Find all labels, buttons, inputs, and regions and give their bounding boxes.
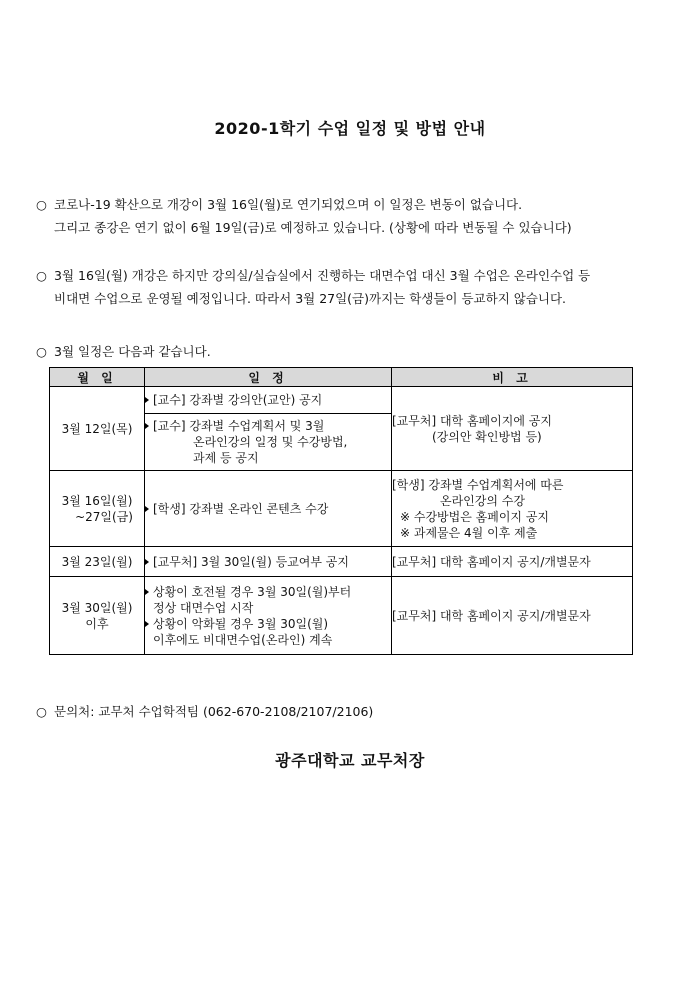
circle-bullet-icon: ○: [36, 344, 47, 359]
notice-paragraph-online: [36, 264, 676, 310]
paragraph-line: 비대면 수업으로 운영될 예정입니다. 따라서 3월 27일(금)까지는 학생들이 등교하지 않습니다.: [54, 291, 567, 306]
triangle-bullet-icon: [145, 423, 149, 429]
table-row: [50, 387, 633, 414]
circle-bullet-icon: ○: [36, 268, 47, 283]
circle-bullet-icon: ○: [36, 197, 47, 212]
triangle-bullet-icon: [145, 397, 149, 403]
row-schedule: [교무처] 3월 30일(월) 등교여부 공지: [145, 547, 392, 577]
paragraph-line: 3월 16일(월) 개강은 하지만 강의실/실습실에서 진행하는 대면수업 대신 3월 수업은 온라인수업 등: [54, 268, 591, 283]
schedule-table: [49, 367, 633, 655]
contact-text: 문의처: 교무처 수업학적팀 (062-670-2108/2107/2106): [54, 704, 374, 719]
row-date: 3월 12일(목): [50, 387, 145, 471]
header-schedule: 일 정: [145, 368, 392, 387]
triangle-bullet-icon: [145, 506, 149, 512]
row-date: 3월 16일(월) ~27일(금): [50, 471, 145, 547]
row-schedule: 상황이 호전될 경우 3월 30일(월)부터 정상 대면수업 시작 상황이 악화될 경우 3월 30일(월) 이후에도 비대면수업(온라인) 계속: [145, 577, 392, 655]
signature: 광주대학교 교무처장: [275, 751, 425, 770]
table-row: [50, 471, 633, 547]
table-row: [50, 577, 633, 655]
row-note: [교무처] 대학 홈페이지 공지/개별문자: [392, 547, 633, 577]
paragraph-line: 코로나-19 확산으로 개강이 3월 16일(월)로 연기되었으며 이 일정은 변동이 없습니다.: [54, 197, 523, 212]
row-date: 3월 30일(월) 이후: [50, 577, 145, 655]
row-schedule: [교수] 강좌별 수업계획서 및 3월 온라인강의 일정 및 수강방법, 과제 등 공지: [145, 414, 392, 471]
row-schedule: [학생] 강좌별 온라인 콘텐츠 수강: [145, 471, 392, 547]
triangle-bullet-icon: [145, 559, 149, 565]
circle-bullet-icon: ○: [36, 704, 47, 719]
paragraph-line: 3월 일정은 다음과 같습니다.: [54, 344, 211, 359]
notice-paragraph-schedule: [36, 193, 676, 239]
row-schedule: [교수] 강좌별 강의안(교안) 공지: [145, 387, 392, 414]
notice-paragraph-march: [36, 340, 676, 363]
table-row: [50, 547, 633, 577]
header-date: 월 일: [50, 368, 145, 387]
contact-info: [36, 700, 676, 723]
header-note: 비 고: [392, 368, 633, 387]
paragraph-line: 그리고 종강은 연기 없이 6월 19일(금)로 예정하고 있습니다. (상황에 따라 변동될 수 있습니다): [54, 220, 572, 235]
row-note: [학생] 강좌별 수업계획서에 따른 온라인강의 수강 ※ 수강방법은 홈페이지 공지 ※ 과제물은 4월 이후 제출: [392, 471, 633, 547]
row-note: [교무처] 대학 홈페이지에 공지 (강의안 확인방법 등): [392, 387, 633, 471]
document-title: 2020-1학기 수업 일정 및 방법 안내: [214, 119, 486, 138]
row-date: 3월 23일(월): [50, 547, 145, 577]
table-header-row: [50, 368, 633, 387]
row-note: [교무처] 대학 홈페이지 공지/개별문자: [392, 577, 633, 655]
triangle-bullet-icon: [145, 621, 149, 627]
triangle-bullet-icon: [145, 589, 149, 595]
